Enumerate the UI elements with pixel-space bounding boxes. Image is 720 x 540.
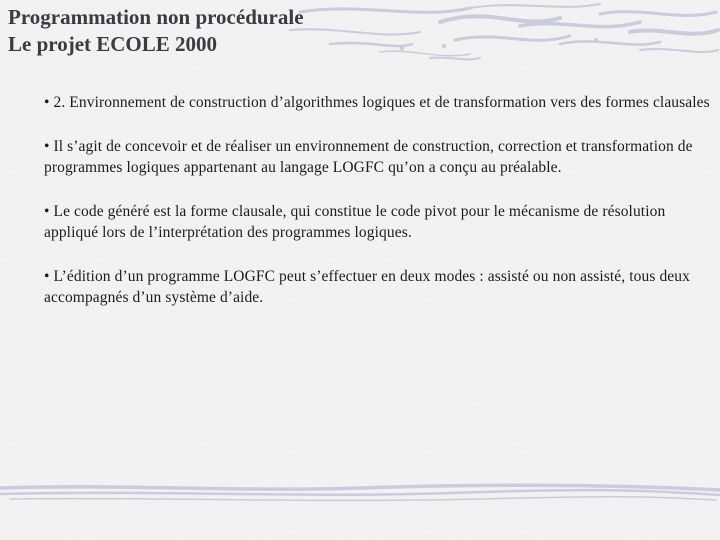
title-line-1: Programmation non procédurale xyxy=(8,5,304,29)
bullet-list xyxy=(44,92,712,331)
bullet-item: • Il s’agit de concevoir et de réaliser un environnement de construction, correction et transformation de programmes logiques appartenant au langage LOGFC qu’on a conçu au préalable. xyxy=(44,137,693,176)
bullet-item: • 2. Environnement de construction d’algorithmes logiques et de transformation vers des formes clausales xyxy=(44,94,710,111)
slide-title xyxy=(8,4,304,58)
title-line-2: Le projet ECOLE 2000 xyxy=(8,32,218,56)
bottom-rule-ornament xyxy=(0,478,720,508)
bullet-item: • L’édition d’un programme LOGFC peut s’effectuer en deux modes : assisté ou non assisté, tous deux accompagnés d’un système d’aide. xyxy=(44,267,690,306)
bullet-item: • Le code généré est la forme clausale, qui constitue le code pivot pour le mécanisme de résolution appliqué lors de l’interprétation des programmes logiques. xyxy=(44,202,666,241)
